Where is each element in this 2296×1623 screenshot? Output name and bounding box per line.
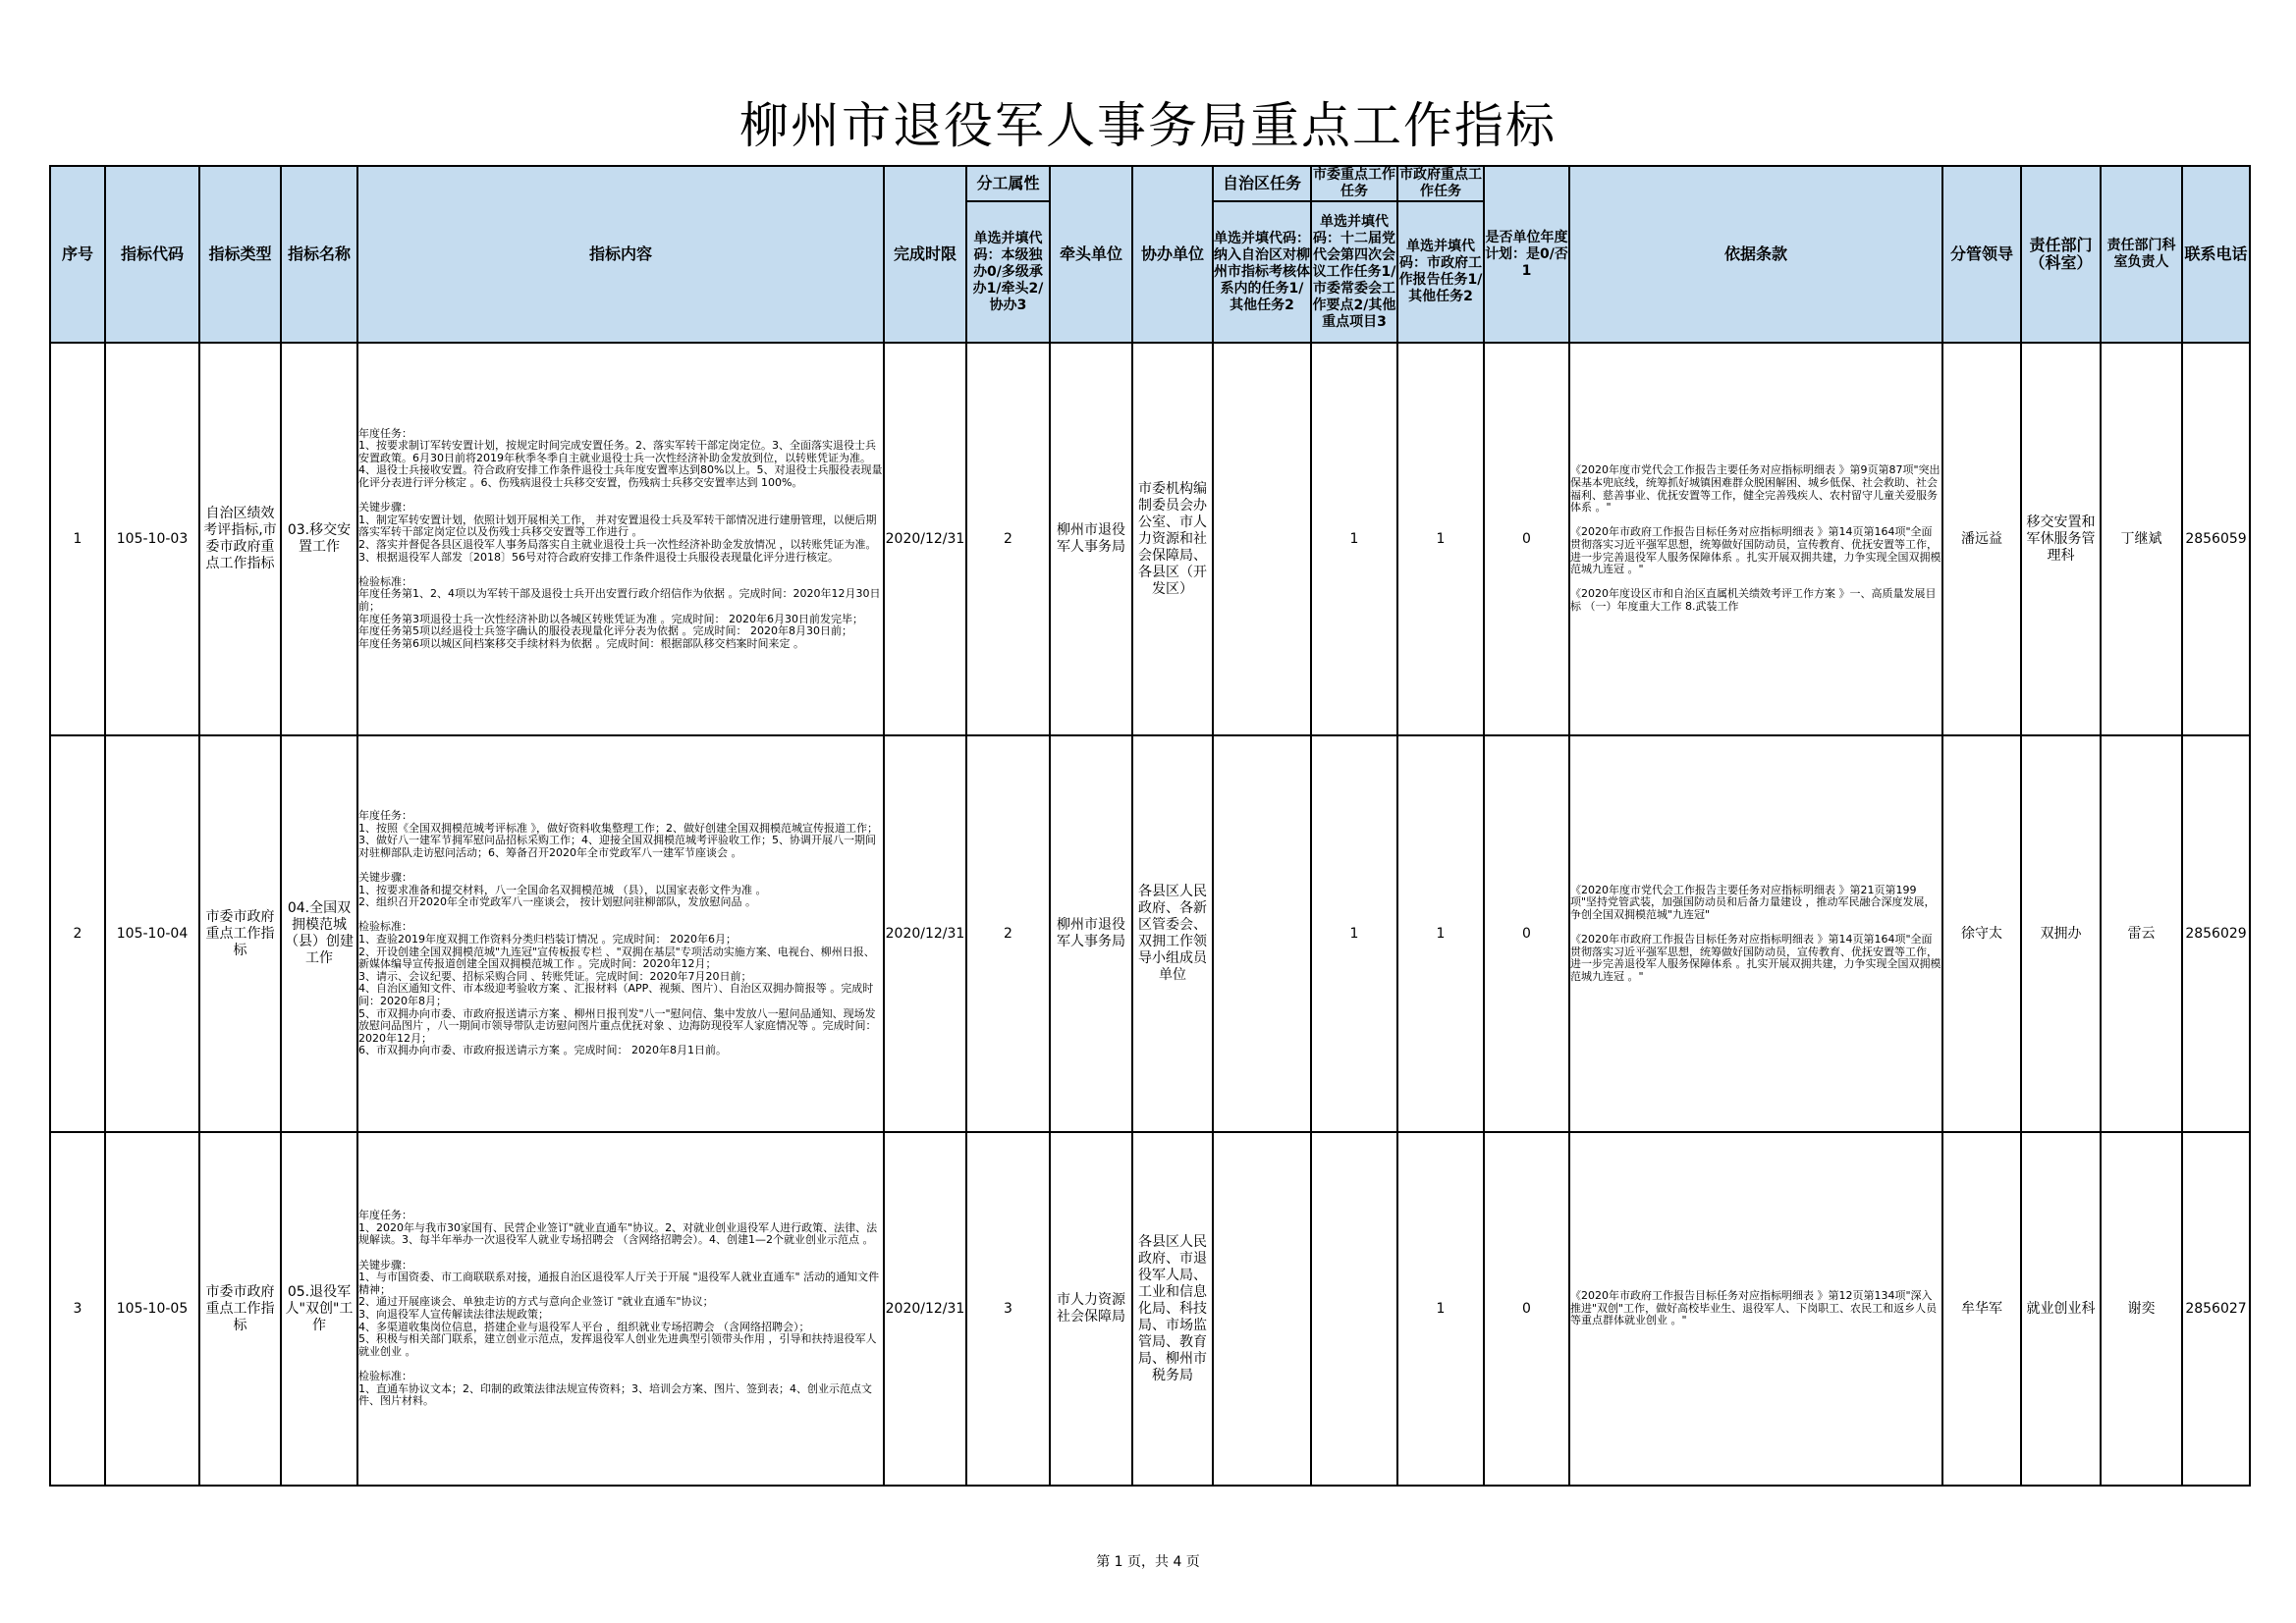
header-dept: 责任部门（科室） (2021, 166, 2101, 343)
cell-code: 105-10-04 (105, 735, 199, 1132)
cell-phone: 2856029 (2182, 735, 2250, 1132)
table-row (50, 343, 2250, 735)
header-party-group: 市委重点工作任务 (1313, 167, 1395, 199)
cell-dept-head: 雷云 (2101, 735, 2182, 1132)
cell-seq: 2 (50, 735, 105, 1132)
cell-annual: 0 (1484, 343, 1569, 735)
header-division-group: 分工属性 (966, 166, 1050, 201)
header-region-group: 自治区任务 (1213, 166, 1311, 201)
cell-code: 105-10-05 (105, 1132, 199, 1486)
cell-leader: 牟华军 (1942, 1132, 2021, 1486)
cell-party (1311, 1132, 1397, 1486)
header-division-sub: 单选并填代码：本级独办0/多级承办1/牵头2/协办3 (966, 201, 1050, 343)
header-gov-group: 市政府重点工作任务 (1399, 167, 1482, 199)
cell-annual: 0 (1484, 1132, 1569, 1486)
cell-type: 市委市政府重点工作指标 (199, 735, 281, 1132)
header-deadline: 完成时限 (884, 166, 966, 343)
cell-lead: 市人力资源社会保障局 (1050, 1132, 1132, 1486)
cell-party: 1 (1311, 343, 1397, 735)
header-code: 指标代码 (105, 166, 199, 343)
cell-division: 3 (966, 1132, 1050, 1486)
cell-content: 年度任务： 1、2020年与我市30家国有、民营企业签订"就业直通车"协议。2、对就业创业退役军人进行政策、法律、法规解读。3、每半年举办一次退役军人就业专场招聘会 （含网络招聘会）。4、创建1—2个就业创业示范点 。 关键步骤： 1、与市国资委、市工商联联系对接，通报自治区退役军人厅关于开展 "退役军人就业直通车" 活动的通知文件精神； 2、通过开展座谈会、单独走访的方式与意向企业签订 "就业直通车"协议； 3、向退役军人宣传解读法律法规政策； 4、多渠道收集岗位信息，搭建企业与退役军人平台 ，组织就业专场招聘会 （含网络招聘会）； 5、积极与相关部门联系，建立创业示范点，发挥退役军人创业先进典型引领带头作用 ，引导和扶持退役军人就业创业 。 检验标准： 1、直通车协议文本；2、印制的政策法律法规宣传资料；3、培训会方案、图片、签到表；4、创业示范点文件、图片材料。 (357, 1132, 884, 1486)
cell-annual: 0 (1484, 735, 1569, 1132)
table-row (50, 735, 2250, 1132)
cell-seq: 3 (50, 1132, 105, 1486)
header-type: 指标类型 (199, 166, 281, 343)
table-row (50, 1132, 2250, 1486)
cell-dept-head: 丁继斌 (2101, 343, 2182, 735)
cell-assist: 各县区人民政府、市退役军人局、工业和信息化局、科技局、市场监管局、教育局、柳州市税务局 (1132, 1132, 1213, 1486)
cell-lead: 柳州市退役军人事务局 (1050, 343, 1132, 735)
header-lead: 牵头单位 (1050, 166, 1132, 343)
cell-dept: 移交安置和军休服务管理科 (2021, 343, 2101, 735)
cell-gov: 1 (1397, 1132, 1484, 1486)
cell-phone: 2856059 (2182, 343, 2250, 735)
header-gov-sub: 单选并填代码：市政府工作报告任务1/其他任务2 (1397, 201, 1484, 343)
header-row-top (50, 166, 2250, 201)
page-footer: 第 1 页，共 4 页 (1096, 1554, 1200, 1570)
cell-deadline: 2020/12/31 (884, 735, 966, 1132)
cell-basis: 《2020年市政府工作报告目标任务对应指标明细表 》第12页第134项"深入推进"双创"工作，做好高校毕业生、退役军人、下岗职工、农民工和返乡人员等重点群体就业创业 。" (1569, 1132, 1942, 1486)
header-seq: 序号 (50, 166, 105, 343)
header-phone: 联系电话 (2182, 166, 2250, 343)
header-region-sub: 单选并填代码：纳入自治区对柳州市指标考核体系内的任务1/其他任务2 (1213, 201, 1311, 343)
cell-type: 自治区绩效考评指标,市委市政府重点工作指标 (199, 343, 281, 735)
cell-code: 105-10-03 (105, 343, 199, 735)
indicator-table (49, 165, 2251, 1487)
cell-name: 03.移交安置工作 (281, 343, 357, 735)
cell-assist: 各县区人民政府、各新区管委会、双拥工作领导小组成员单位 (1132, 735, 1213, 1132)
cell-deadline: 2020/12/31 (884, 343, 966, 735)
header-party-sub: 单选并填代码：十二届党代会第四次会议工作任务1/市委常委会工作要点2/其他重点项目3 (1311, 201, 1397, 343)
cell-content: 年度任务： 1、按要求制订军转安置计划，按规定时间完成安置任务。2、落实军转干部定岗定位。3、全面落实退役士兵安置政策。6月30日前将2019年秋季冬季自主就业退役士兵一次性经济补助金发放到位，以转账凭证为准。4、退役士兵接收安置。符合政府安排工作条件退役士兵年度安置率达到80%以上。5、对退役士兵服役表现量化评分表进行评分核定 。6、伤残病退役士兵移交安置，伤残病士兵移交安置率达到 100%。 关键步骤： 1、制定军转安置计划，依照计划开展相关工作， 并对安置退役士兵及军转干部情况进行建册管理，以便后期落实军转干部定岗定位以及伤残士兵移交安置等工作进行 。 2、落实并督促各县区退役军人事务局落实自主就业退役士兵一次性经济补助金发放情况 ，以转账凭证为准。 3、根据退役军人部发〔2018〕56号对符合政府安排工作条件退役士兵服役表现量化评分进行核定。 检验标准： 年度任务第1、2、4项以为军转干部及退役士兵开出安置行政介绍信作为依据 。完成时间：2020年12月30日前； 年度任务第3项退役士兵一次性经济补助以各城区转账凭证为准 。完成时间： 2020年6月30日前发完毕； 年度任务第5项以经退役士兵签字确认的服役表现量化评分表为依据 。完成时间： 2020年8月30日前； 年度任务第6项以城区间档案移交手续材料为依据 。完成时间：根据部队移交档案时间来定 。 (357, 343, 884, 735)
header-annual: 是否单位年度计划：是0/否1 (1484, 166, 1569, 343)
cell-dept: 就业创业科 (2021, 1132, 2101, 1486)
cell-basis: 《2020年度市党代会工作报告主要任务对应指标明细表 》第21页第199项"坚持党管武装，加强国防动员和后备力量建设 ，推动军民融合深度发展，争创全国双拥模范城"九连冠" 《2020年市政府工作报告目标任务对应指标明细表 》第14页第164项"全面贯彻落实习近平强军思想，统筹做好国防动员，宣传教育、优抚安置等工作，进一步完善退役军人服务保障体系 。扎实开展双拥共建，力争实现全国双拥模范城九连冠 。" (1569, 735, 1942, 1132)
cell-assist: 市委机构编制委员会办公室、市人力资源和社会保障局、各县区（开发区） (1132, 343, 1213, 735)
cell-region (1213, 735, 1311, 1132)
cell-type: 市委市政府重点工作指标 (199, 1132, 281, 1486)
cell-gov: 1 (1397, 343, 1484, 735)
header-name: 指标名称 (281, 166, 357, 343)
cell-deadline: 2020/12/31 (884, 1132, 966, 1486)
cell-region (1213, 1132, 1311, 1486)
cell-leader: 潘远益 (1942, 343, 2021, 735)
cell-leader: 徐守太 (1942, 735, 2021, 1132)
cell-name: 05.退役军人"双创"工作 (281, 1132, 357, 1486)
header-basis: 依据条款 (1569, 166, 1942, 343)
cell-division: 2 (966, 343, 1050, 735)
cell-party: 1 (1311, 735, 1397, 1132)
cell-basis: 《2020年度市党代会工作报告主要任务对应指标明细表 》第9页第87项"突出保基本兜底线，统筹抓好城镇困难群众脱困解困、城乡低保、社会救助、社会福利、慈善事业、优抚安置等工作，健全完善残疾人、农村留守儿童关爱服务体系 。" 《2020年市政府工作报告目标任务对应指标明细表 》第14页第164项"全面贯彻落实习近平强军思想，统筹做好国防动员，宣传教育、优抚安置等工作，进一步完善退役军人服务保障体系 。扎实开展双拥共建，力争实现全国双拥模范城九连冠 。" 《2020年度设区市和自治区直属机关绩效考评工作方案 》一、高质量发展目标 （一）年度重大工作 8.武装工作 (1569, 343, 1942, 735)
cell-region (1213, 343, 1311, 735)
cell-seq: 1 (50, 343, 105, 735)
header-content: 指标内容 (357, 166, 884, 343)
cell-division: 2 (966, 735, 1050, 1132)
header-dept-head: 责任部门科室负责人 (2101, 166, 2182, 343)
header-leader: 分管领导 (1942, 166, 2021, 343)
cell-dept-head: 谢奕 (2101, 1132, 2182, 1486)
header-assist: 协办单位 (1132, 166, 1213, 343)
cell-phone: 2856027 (2182, 1132, 2250, 1486)
cell-gov: 1 (1397, 735, 1484, 1132)
page-title: 柳州市退役军人事务局重点工作指标 (739, 97, 1557, 154)
cell-dept: 双拥办 (2021, 735, 2101, 1132)
cell-lead: 柳州市退役军人事务局 (1050, 735, 1132, 1132)
cell-name: 04.全国双拥模范城（县）创建工作 (281, 735, 357, 1132)
cell-content: 年度任务： 1、按照《全国双拥模范城考评标准 》，做好资料收集整理工作；2、做好创建全国双拥模范城宣传报道工作；3、做好八一建军节拥军慰问品招标采购工作；4、迎接全国双拥模范城考评验收工作；5、协调开展八一期间对驻柳部队走访慰问活动；6、筹备召开2020年全市党政军八一建军节座谈会 。 关键步骤： 1、按要求准备和提交材料，八一全国命名双拥模范城 （县），以国家表彰文件为准 。 2、组织召开2020年全市党政军八一座谈会， 按计划慰问驻柳部队，发放慰问品 。 检验标准： 1、查验2019年度双拥工作资料分类归档装订情况 。完成时间： 2020年6月； 2、开设创建全国双拥模范城"九连冠"宣传板报专栏 、"双拥在基层"专项活动实施方案、电视台、柳州日报、新媒体编导宣传报道创建全国双拥模范城工作 。完成时间：2020年12月； 3、请示、会议纪要、招标采购合同 、转账凭证。完成时间：2020年7月20日前； 4、自治区通知文件、市本级迎考验收方案 、汇报材料（APP、视频、图片）、自治区双拥办简报等 。完成时间：2020年8月； 5、市双拥办向市委、市政府报送请示方案 、柳州日报刊发"八一"慰问信、集中发放八一慰问品通知、现场发放慰问品图片 ，八一期间市领导带队走访慰问图片重点优抚对象 、边海防现役军人家庭情况等 。完成时间： 2020年12月； 6、市双拥办向市委、市政府报送请示方案 。完成时间： 2020年8月1日前。 (357, 735, 884, 1132)
